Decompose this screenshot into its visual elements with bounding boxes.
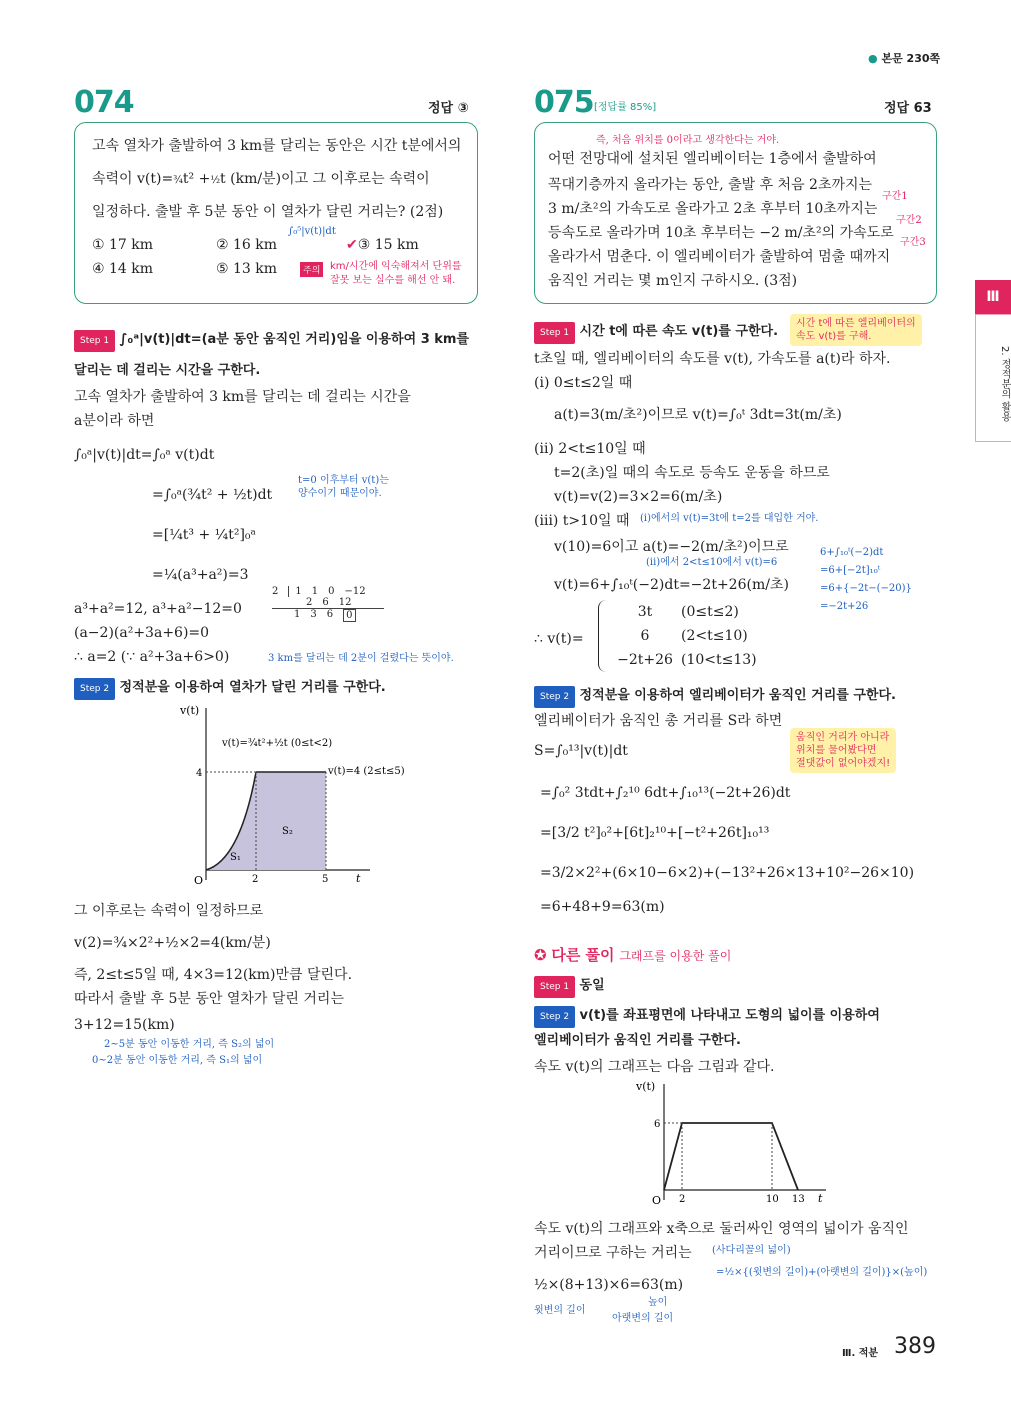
curve-label: v(t)=¾t²+½t (0≤t<2) [222, 738, 333, 749]
equation-note: =½×{(윗변의 길이)+(아랫변의 길이)}×(높이) [716, 1267, 928, 1278]
equation: v(10)=6이고 a(t)=−2(m/초²)이므로 [554, 539, 789, 555]
area-label: S₁ [230, 852, 241, 863]
tick-label: 13 [792, 1194, 805, 1205]
question-note: 즉, 처음 위치를 0이라고 생각한다는 거야. [596, 135, 780, 146]
equation-note: 2~5분 동안 이동한 거리, 즉 S₂의 넓이 [104, 1039, 275, 1050]
equation: =6+48+9=63(m) [540, 899, 665, 915]
question-line: 꼭대기층까지 올라가는 동안, 출발 후 처음 2초까지는 [548, 177, 873, 193]
equation: =[3/2 t²]₀²+[6t]₂¹⁰+[−t²+26t]₁₀¹³ [540, 825, 770, 841]
origin-label: O [194, 874, 204, 887]
answer-074: 정답 ③ [428, 101, 469, 116]
solution-text: (ⅰ) 0≤t≤2일 때 [534, 375, 633, 391]
solution-text: 거리이므로 구하는 거리는 [534, 1245, 692, 1261]
section-label: 구간2 [896, 215, 922, 226]
section-tab[interactable]: 2. 정적분의 활용 [975, 314, 1011, 442]
tick-label: 2 [252, 874, 259, 885]
piecewise-function: 3t (0≤t≤2) 6 (2<t≤10) −2t+26 (10<t≤13) [598, 600, 757, 672]
page-number: 389 [894, 1334, 936, 1359]
area-region [206, 772, 326, 870]
equation: =¼(a³+a²)=3 [152, 567, 249, 583]
solution-text: 그 이후로는 속력이 일정하므로 [74, 903, 264, 919]
caution-note: km/시간에 익숙해져서 단위를 잘못 보는 실수를 해선 안 돼. [330, 261, 462, 286]
correct-rate: [정답률 85%] [594, 102, 657, 113]
option-3: ✔③ 15 km [346, 237, 419, 253]
question-line: 어떤 전망대에 설치된 엘리베이터는 1층에서 출발하여 [548, 151, 877, 167]
question-line: 3 m/초²의 가속도로 올라가고 2초 후부터 10초까지는 [548, 201, 878, 217]
equation-note: (ⅱ)에서 2<t≤10에서 v(t)=6 [646, 557, 778, 568]
equation: v(t)=6+∫₁₀ᵗ(−2)dt=−2t+26(m/초) [554, 577, 789, 593]
equation: a(t)=3(m/초²)이므로 v(t)=∫₀ᵗ 3dt=3t(m/초) [554, 407, 842, 423]
option-4: ④ 14 km [92, 261, 154, 277]
equation-note: (ⅰ)에서의 v(t)=3t에 t=2를 대입한 거야. [640, 513, 819, 524]
equation: v(t)=v(2)=3×2=6(m/초) [554, 489, 723, 505]
equation: (a−2)(a²+3a+6)=0 [74, 625, 210, 641]
solution-text: 엘리베이터가 움직인 총 거리를 S라 하면 [534, 713, 783, 729]
step1-heading-cont: 달리는 데 걸리는 시간을 구한다. [74, 363, 261, 378]
alt-step1: Step 1 동일 [534, 976, 605, 998]
equation: =3/2×2²+(6×10−6×2)+(−13²+26×13+10²−26×10) [540, 865, 915, 881]
tip-note: 시간 t에 따른 엘리베이터의 속도 v(t)를 구해. [790, 314, 922, 346]
solution-text: 따라서 출발 후 5분 동안 열차가 달린 거리는 [74, 991, 344, 1007]
footer-section: Ⅲ. 적분 [842, 1348, 879, 1359]
equation: ∴ a=2 (∵ a²+3a+6>0) [74, 649, 230, 665]
equation: =∫₀² 3tdt+∫₂¹⁰ 6dt+∫₁₀¹³(−2t+26)dt [540, 785, 791, 801]
tick-label: 6 [654, 1119, 661, 1130]
caution-tag: 주의 [300, 262, 323, 277]
section-label: 구간1 [882, 191, 908, 202]
step1-heading: Step 1 ∫₀ᵃ|v(t)|dt=(a분 동안 움직인 거리)임을 이용하여 3 km를 [74, 330, 469, 352]
problem-number-074: 074 [74, 85, 134, 120]
solution-text: 속도 v(t)의 그래프와 x축으로 둘러싸인 영역의 넓이가 움직인 [534, 1221, 909, 1237]
equation: S=∫₀¹³|v(t)|dt [534, 743, 628, 759]
solution-text: t초일 때, 엘리베이터의 속도를 v(t), 가속도를 a(t)라 하자. [534, 351, 891, 367]
equation: ∫₀ᵃ|v(t)|dt=∫₀ᵃ v(t)dt [74, 447, 215, 463]
step2-heading: Step 2 정적분을 이용하여 엘리베이터가 움직인 거리를 구한다. [534, 686, 896, 708]
equation: a³+a²=12, a³+a²−12=0 [74, 601, 242, 617]
equation: =∫₀ᵃ(¾t² + ½t)dt [152, 487, 273, 503]
tick-label: 5 [322, 874, 329, 885]
equation-note: 0~2분 동안 이동한 거리, 즉 S₁의 넓이 [92, 1055, 263, 1066]
side-calculation: 6+∫₁₀ᵗ(−2)dt =6+[−2t]₁₀ᵗ =6+{−2t−(−20)} =−2t+26 [820, 547, 912, 612]
question-line: 올라가서 멈춘다. 이 엘리베이터가 출발하여 멈출 때까지 [548, 249, 891, 265]
velocity-graph-075 [630, 1076, 830, 1210]
option-2: ② 16 km [216, 237, 278, 253]
area-label: S₂ [282, 826, 293, 837]
question-line: 고속 열차가 출발하여 3 km를 달리는 동안은 시간 t분에서의 [92, 138, 462, 154]
option-1: ① 17 km [92, 237, 154, 253]
equation-note: t=0 이후부터 v(t)는 양수이기 때문이야. [298, 475, 389, 499]
question-line: 움직인 거리는 몇 m인지 구하시오. (3점) [548, 273, 798, 289]
tick-label: 10 [766, 1194, 779, 1205]
page-reference: ● 본문 230쪽 [868, 52, 941, 65]
solution-text: 즉, 2≤t≤5일 때, 4×3=12(km)만큼 달린다. [74, 967, 353, 983]
check-icon: ✔ [346, 237, 358, 253]
section-label: 구간3 [900, 237, 926, 248]
velocity-polyline [664, 1123, 798, 1190]
solution-text: 고속 열차가 출발하여 3 km를 달리는 데 걸리는 시간을 [74, 389, 411, 405]
equation-note: (사다리꼴의 넓이) [712, 1245, 791, 1256]
alt-step2-cont: 엘리베이터가 움직인 거리를 구한다. [534, 1033, 741, 1048]
velocity-graph-074 [170, 700, 405, 890]
origin-label: O [652, 1194, 662, 1207]
y-label: v(t) [636, 1080, 656, 1093]
alt-solution-title: ✪ 다른 풀이 그래프를 이용한 풀이 [534, 946, 732, 964]
piecewise-label: ∴ v(t)= [534, 631, 584, 647]
equation: v(2)=¾×2²+½×2=4(km/분) [74, 935, 271, 951]
equation-note: 높이 [648, 1297, 668, 1308]
synthetic-division: 2 1 1 0 −12 2 6 12 1 3 6 0 [272, 586, 384, 622]
star-icon: ✪ [534, 946, 547, 964]
x-label: t [356, 872, 361, 885]
tip-note: 움직인 거리가 아니라 위치를 물어봤다면 절댓값이 없어야겠지! [790, 728, 896, 773]
problem-number-075: 075 [534, 85, 594, 120]
equation-note: 아랫변의 길이 [612, 1313, 674, 1324]
circle-icon: ● [868, 52, 878, 65]
step2-heading: Step 2 정적분을 이용하여 열차가 달린 거리를 구한다. [74, 678, 386, 700]
solution-text: 속도 v(t)의 그래프는 다음 그림과 같다. [534, 1059, 775, 1075]
solution-text: a분이라 하면 [74, 413, 155, 429]
hint-integral: ∫₀⁵|v(t)|dt [288, 226, 336, 237]
equation: 3+12=15(km) [74, 1017, 175, 1033]
y-label: v(t) [180, 704, 200, 717]
equation: =[¼t³ + ¼t²]₀ᵃ [152, 527, 256, 543]
chapter-tab[interactable]: Ⅲ [975, 280, 1011, 314]
option-5: ⑤ 13 km [216, 261, 278, 277]
question-line: 일정하다. 출발 후 5분 동안 이 열차가 달린 거리는? (2점) [92, 204, 444, 220]
flat-label: v(t)=4 (2≤t≤5) [328, 766, 405, 777]
alt-step2: Step 2 v(t)를 좌표평면에 나타내고 도형의 넓이를 이용하여 [534, 1006, 880, 1028]
solution-text: (ⅲ) t>10일 때 [534, 513, 630, 529]
question-line: 등속도로 올라가며 10초 후부터는 −2 m/초²의 가속도로 [548, 225, 894, 241]
tick-label: 2 [679, 1194, 686, 1205]
equation-note: 윗변의 길이 [534, 1305, 586, 1316]
equation-note: 3 km를 달리는 데 2분이 걸렸다는 뜻이야. [268, 653, 454, 664]
question-line: 속력이 v(t)=¾t² +½t (km/분)이고 그 이후로는 속력이 [92, 171, 430, 187]
x-label: t [818, 1192, 823, 1205]
equation: ½×(8+13)×6=63(m) [534, 1277, 684, 1293]
solution-text: t=2(초)일 때의 속도로 등속도 운동을 하므로 [554, 465, 830, 481]
tick-label: 4 [196, 768, 203, 779]
step1-heading: Step 1 시간 t에 따른 속도 v(t)를 구한다. [534, 322, 778, 344]
solution-text: (ⅱ) 2<t≤10일 때 [534, 441, 646, 457]
answer-075: 정답 63 [884, 101, 932, 116]
